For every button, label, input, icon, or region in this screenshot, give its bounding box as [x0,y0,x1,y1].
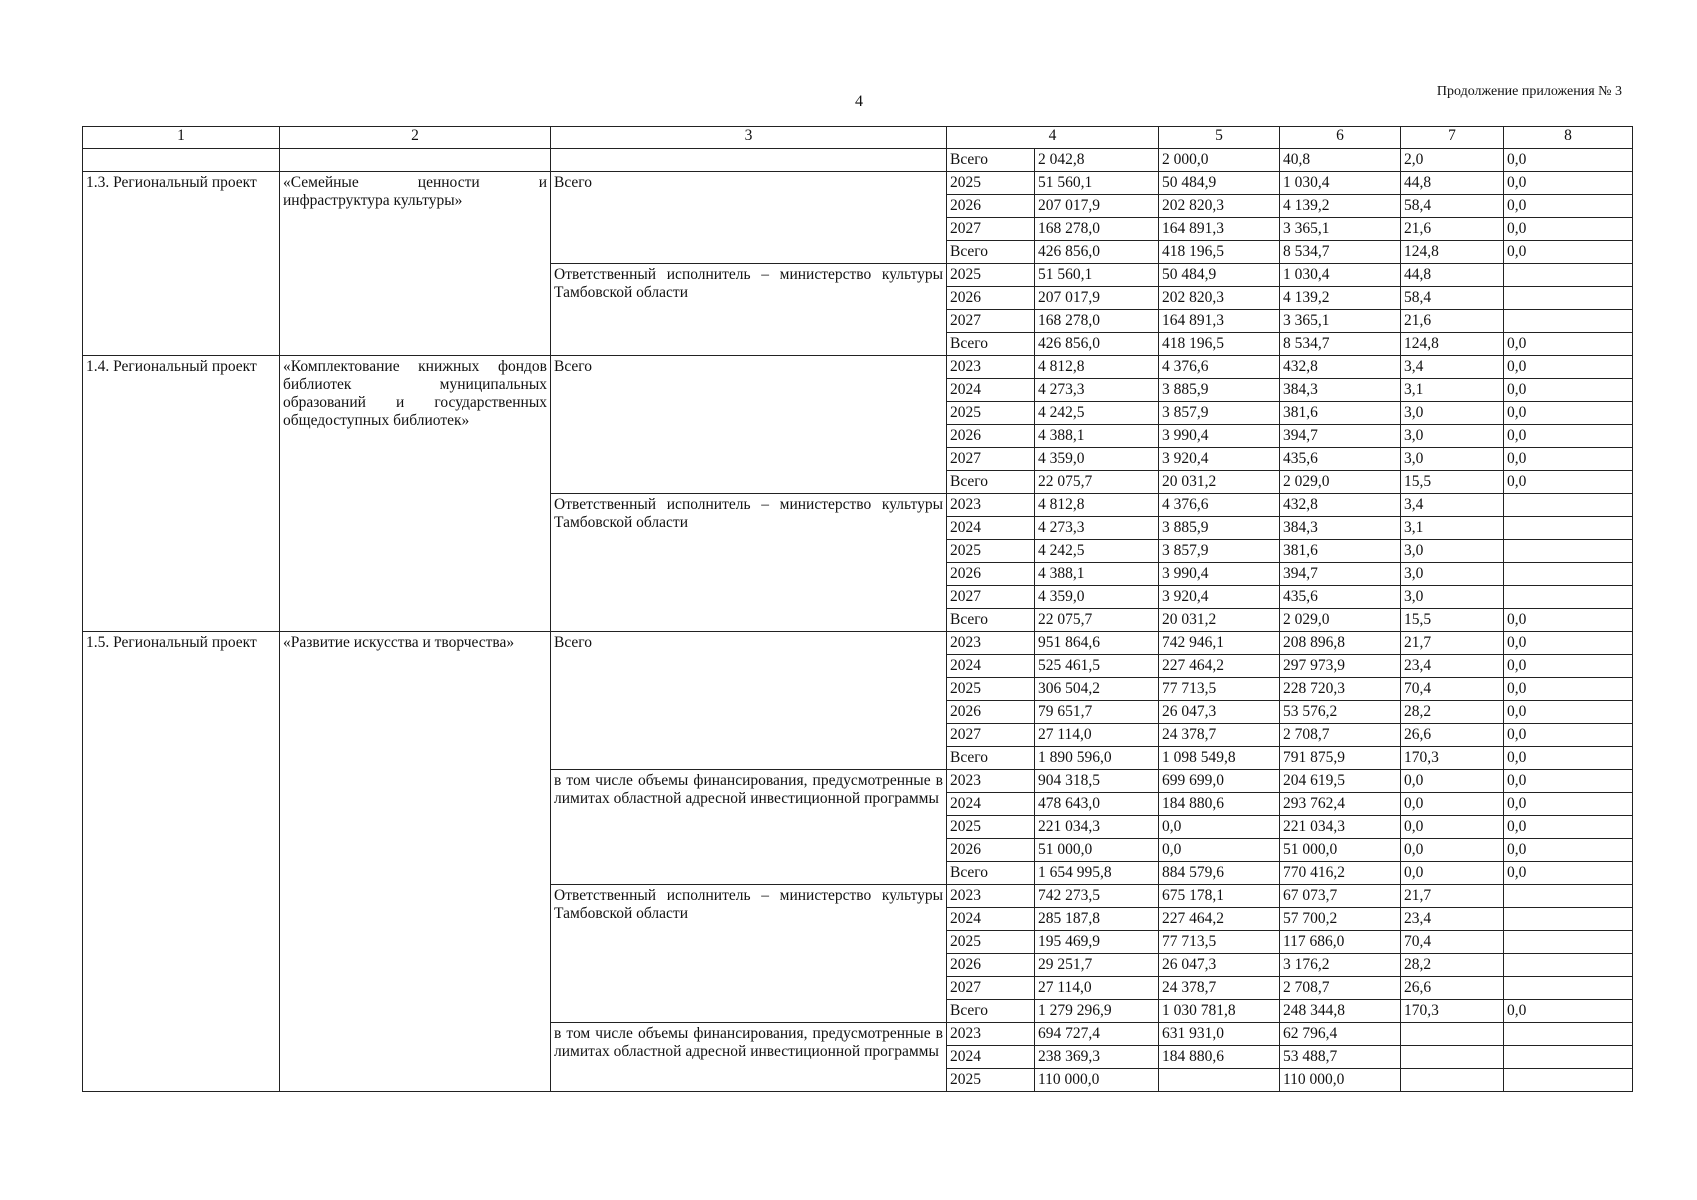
value-cell-c8: 0,0 [1504,402,1633,425]
value-cell-c4: 306 504,2 [1035,678,1159,701]
value-cell-c7: 15,5 [1401,609,1504,632]
value-cell-c5: 227 464,2 [1159,908,1280,931]
value-cell-c7: 124,8 [1401,333,1504,356]
value-cell-c7: 28,2 [1401,701,1504,724]
group-label-cell: в том числе объемы финансирования, предусмотренные в лимитах областной адресной инвестиционной программы [551,770,947,885]
value-cell-c5: 1 098 549,8 [1159,747,1280,770]
value-cell-c4: 4 359,0 [1035,448,1159,471]
value-cell-c5: 3 990,4 [1159,425,1280,448]
value-cell-c6: 3 365,1 [1280,310,1401,333]
value-cell-c4: 951 864,6 [1035,632,1159,655]
value-cell-c8 [1504,931,1633,954]
value-cell-c6: 53 576,2 [1280,701,1401,724]
value-cell-c8 [1504,586,1633,609]
group-label-cell: в том числе объемы финансирования, предусмотренные в лимитах областной адресной инвестиционной программы [551,1023,947,1092]
value-cell-c8 [1504,1046,1633,1069]
column-header: 8 [1504,127,1633,149]
column-header: 7 [1401,127,1504,149]
value-cell-c5: 742 946,1 [1159,632,1280,655]
value-cell-c7: 70,4 [1401,931,1504,954]
value-cell-c8: 0,0 [1504,1000,1633,1023]
value-cell-c5: 202 820,3 [1159,195,1280,218]
year-cell: 2026 [947,701,1035,724]
value-cell-c7: 44,8 [1401,264,1504,287]
value-cell-c4: 426 856,0 [1035,241,1159,264]
value-cell-c8 [1504,977,1633,1000]
value-cell-c6: 394,7 [1280,563,1401,586]
value-cell-c4: 79 651,7 [1035,701,1159,724]
value-cell-c5: 202 820,3 [1159,287,1280,310]
value-cell-c8: 0,0 [1504,149,1633,172]
value-cell-c8: 0,0 [1504,195,1633,218]
value-cell-c6: 67 073,7 [1280,885,1401,908]
value-cell-c5: 884 579,6 [1159,862,1280,885]
value-cell-c7: 3,0 [1401,563,1504,586]
value-cell-c7: 70,4 [1401,678,1504,701]
value-cell-c5: 20 031,2 [1159,471,1280,494]
year-cell: 2025 [947,678,1035,701]
year-cell: 2026 [947,563,1035,586]
value-cell-c7: 3,1 [1401,517,1504,540]
value-cell-c7: 26,6 [1401,724,1504,747]
year-cell: 2023 [947,632,1035,655]
year-cell: Всего [947,149,1035,172]
value-cell-c4: 195 469,9 [1035,931,1159,954]
value-cell-c5: 50 484,9 [1159,264,1280,287]
value-cell-c5: 0,0 [1159,816,1280,839]
value-cell-c6: 8 534,7 [1280,241,1401,264]
value-cell-c6: 208 896,8 [1280,632,1401,655]
value-cell-c8 [1504,954,1633,977]
value-cell-c6: 394,7 [1280,425,1401,448]
value-cell-c6: 117 686,0 [1280,931,1401,954]
section-code-cell: 1.5. Региональный проект [83,632,280,1092]
value-cell-c5: 418 196,5 [1159,333,1280,356]
value-cell-c4: 478 643,0 [1035,793,1159,816]
year-cell: Всего [947,241,1035,264]
value-cell-c4: 168 278,0 [1035,218,1159,241]
year-cell: 2025 [947,931,1035,954]
value-cell-c4: 22 075,7 [1035,471,1159,494]
value-cell-c7: 0,0 [1401,816,1504,839]
value-cell-c7 [1401,1046,1504,1069]
value-cell-c5: 20 031,2 [1159,609,1280,632]
value-cell-c5: 26 047,3 [1159,954,1280,977]
value-cell-c8 [1504,1069,1633,1092]
value-cell-c4: 4 273,3 [1035,517,1159,540]
value-cell-c7: 3,0 [1401,425,1504,448]
value-cell-c4: 29 251,7 [1035,954,1159,977]
value-cell-c6: 435,6 [1280,448,1401,471]
value-cell-c8: 0,0 [1504,218,1633,241]
empty-cell [83,149,280,172]
section-code-cell: 1.4. Региональный проект [83,356,280,632]
value-cell-c6: 435,6 [1280,586,1401,609]
year-cell: 2026 [947,287,1035,310]
value-cell-c6: 4 139,2 [1280,287,1401,310]
value-cell-c8: 0,0 [1504,172,1633,195]
column-header: 1 [83,127,280,149]
value-cell-c5: 50 484,9 [1159,172,1280,195]
group-label-cell: Ответственный исполнитель – министерство культуры Тамбовской области [551,264,947,356]
value-cell-c6: 297 973,9 [1280,655,1401,678]
value-cell-c8 [1504,563,1633,586]
value-cell-c4: 285 187,8 [1035,908,1159,931]
value-cell-c7: 3,0 [1401,540,1504,563]
value-cell-c4: 27 114,0 [1035,977,1159,1000]
value-cell-c5: 3 885,9 [1159,379,1280,402]
value-cell-c6: 2 029,0 [1280,609,1401,632]
value-cell-c6: 57 700,2 [1280,908,1401,931]
year-cell: 2026 [947,425,1035,448]
value-cell-c7: 3,1 [1401,379,1504,402]
year-cell: Всего [947,1000,1035,1023]
value-cell-c7: 170,3 [1401,747,1504,770]
year-cell: 2024 [947,379,1035,402]
year-cell: 2027 [947,586,1035,609]
value-cell-c6: 53 488,7 [1280,1046,1401,1069]
value-cell-c4: 742 273,5 [1035,885,1159,908]
value-cell-c6: 384,3 [1280,379,1401,402]
value-cell-c8 [1504,287,1633,310]
value-cell-c7: 0,0 [1401,793,1504,816]
value-cell-c7: 44,8 [1401,172,1504,195]
value-cell-c7: 21,6 [1401,310,1504,333]
value-cell-c5: 4 376,6 [1159,494,1280,517]
value-cell-c5: 184 880,6 [1159,793,1280,816]
value-cell-c5: 699 699,0 [1159,770,1280,793]
value-cell-c4: 51 560,1 [1035,264,1159,287]
value-cell-c6: 432,8 [1280,356,1401,379]
value-cell-c8: 0,0 [1504,379,1633,402]
value-cell-c7: 0,0 [1401,839,1504,862]
value-cell-c6: 1 030,4 [1280,172,1401,195]
year-cell: 2024 [947,793,1035,816]
value-cell-c7: 170,3 [1401,1000,1504,1023]
year-cell: 2024 [947,517,1035,540]
value-cell-c8: 0,0 [1504,839,1633,862]
value-cell-c4: 238 369,3 [1035,1046,1159,1069]
year-cell: Всего [947,747,1035,770]
carryover-row [83,149,1633,172]
year-cell: 2023 [947,1023,1035,1046]
appendix-continuation-note: Продолжение приложения № 3 [1436,84,1622,99]
value-cell-c4: 4 388,1 [1035,425,1159,448]
year-cell: 2023 [947,494,1035,517]
value-cell-c5: 631 931,0 [1159,1023,1280,1046]
group-label-cell: Всего [551,172,947,264]
value-cell-c5: 418 196,5 [1159,241,1280,264]
value-cell-c7: 21,6 [1401,218,1504,241]
value-cell-c7: 3,4 [1401,494,1504,517]
value-cell-c5: 675 178,1 [1159,885,1280,908]
financing-table [82,126,1633,1092]
value-cell-c7 [1401,1069,1504,1092]
value-cell-c4: 4 388,1 [1035,563,1159,586]
value-cell-c7: 58,4 [1401,195,1504,218]
value-cell-c8: 0,0 [1504,609,1633,632]
table-row [83,172,1633,195]
year-cell: Всего [947,333,1035,356]
value-cell-c5: 4 376,6 [1159,356,1280,379]
value-cell-c4: 110 000,0 [1035,1069,1159,1092]
value-cell-c4: 4 359,0 [1035,586,1159,609]
value-cell-c6: 4 139,2 [1280,195,1401,218]
empty-cell [551,149,947,172]
group-label-cell: Ответственный исполнитель – министерство культуры Тамбовской области [551,885,947,1023]
value-cell-c7: 21,7 [1401,885,1504,908]
value-cell-c6: 204 619,5 [1280,770,1401,793]
value-cell-c4: 1 890 596,0 [1035,747,1159,770]
value-cell-c5: 164 891,3 [1159,218,1280,241]
group-label-cell: Ответственный исполнитель – министерство культуры Тамбовской области [551,494,947,632]
value-cell-c7: 3,4 [1401,356,1504,379]
value-cell-c5: 0,0 [1159,839,1280,862]
year-cell: 2023 [947,885,1035,908]
value-cell-c8: 0,0 [1504,816,1633,839]
value-cell-c7: 2,0 [1401,149,1504,172]
value-cell-c5: 1 030 781,8 [1159,1000,1280,1023]
table-body [83,149,1633,1092]
year-cell: 2027 [947,724,1035,747]
section-code-cell: 1.3. Региональный проект [83,172,280,356]
value-cell-c7 [1401,1023,1504,1046]
value-cell-c5: 3 920,4 [1159,448,1280,471]
value-cell-c6: 770 416,2 [1280,862,1401,885]
column-header: 6 [1280,127,1401,149]
column-header: 3 [551,127,947,149]
column-header: 4 [947,127,1159,149]
value-cell-c5: 3 857,9 [1159,402,1280,425]
table-row [83,632,1633,655]
group-label-cell: Всего [551,356,947,494]
section-name-cell: «Комплектование книжных фондов библиотек муниципальных образований и государственных общедоступных библиотек» [280,356,551,632]
value-cell-c6: 381,6 [1280,402,1401,425]
value-cell-c6: 2 708,7 [1280,724,1401,747]
value-cell-c8: 0,0 [1504,724,1633,747]
value-cell-c5: 24 378,7 [1159,724,1280,747]
year-cell: Всего [947,471,1035,494]
value-cell-c6: 248 344,8 [1280,1000,1401,1023]
value-cell-c4: 51 560,1 [1035,172,1159,195]
value-cell-c6: 62 796,4 [1280,1023,1401,1046]
table-row [83,356,1633,379]
value-cell-c4: 1 279 296,9 [1035,1000,1159,1023]
year-cell: 2023 [947,770,1035,793]
value-cell-c4: 904 318,5 [1035,770,1159,793]
column-header: 2 [280,127,551,149]
value-cell-c6: 1 030,4 [1280,264,1401,287]
year-cell: Всего [947,862,1035,885]
value-cell-c4: 4 273,3 [1035,379,1159,402]
value-cell-c7: 3,0 [1401,448,1504,471]
value-cell-c5: 3 990,4 [1159,563,1280,586]
value-cell-c4: 1 654 995,8 [1035,862,1159,885]
value-cell-c5: 227 464,2 [1159,655,1280,678]
value-cell-c4: 207 017,9 [1035,287,1159,310]
value-cell-c6: 2 029,0 [1280,471,1401,494]
value-cell-c4: 426 856,0 [1035,333,1159,356]
value-cell-c8: 0,0 [1504,356,1633,379]
year-cell: 2026 [947,195,1035,218]
value-cell-c8: 0,0 [1504,747,1633,770]
year-cell: 2023 [947,356,1035,379]
value-cell-c8: 0,0 [1504,678,1633,701]
value-cell-c8 [1504,517,1633,540]
value-cell-c4: 525 461,5 [1035,655,1159,678]
value-cell-c8: 0,0 [1504,655,1633,678]
year-cell: 2024 [947,655,1035,678]
value-cell-c4: 51 000,0 [1035,839,1159,862]
value-cell-c8: 0,0 [1504,862,1633,885]
value-cell-c7: 23,4 [1401,655,1504,678]
value-cell-c6: 381,6 [1280,540,1401,563]
value-cell-c7: 28,2 [1401,954,1504,977]
value-cell-c5: 2 000,0 [1159,149,1280,172]
year-cell: 2027 [947,310,1035,333]
value-cell-c8 [1504,310,1633,333]
value-cell-c8: 0,0 [1504,701,1633,724]
year-cell: 2027 [947,218,1035,241]
value-cell-c8: 0,0 [1504,793,1633,816]
year-cell: Всего [947,609,1035,632]
column-header: 5 [1159,127,1280,149]
value-cell-c7: 0,0 [1401,770,1504,793]
value-cell-c4: 694 727,4 [1035,1023,1159,1046]
value-cell-c4: 207 017,9 [1035,195,1159,218]
value-cell-c5: 24 378,7 [1159,977,1280,1000]
value-cell-c8: 0,0 [1504,448,1633,471]
empty-cell [280,149,551,172]
value-cell-c4: 4 812,8 [1035,494,1159,517]
value-cell-c4: 22 075,7 [1035,609,1159,632]
value-cell-c7: 0,0 [1401,862,1504,885]
value-cell-c5: 3 857,9 [1159,540,1280,563]
year-cell: 2025 [947,816,1035,839]
value-cell-c8: 0,0 [1504,333,1633,356]
value-cell-c7: 23,4 [1401,908,1504,931]
value-cell-c6: 110 000,0 [1280,1069,1401,1092]
value-cell-c5: 77 713,5 [1159,931,1280,954]
value-cell-c6: 432,8 [1280,494,1401,517]
year-cell: 2025 [947,264,1035,287]
year-cell: 2025 [947,172,1035,195]
year-cell: 2024 [947,908,1035,931]
value-cell-c7: 15,5 [1401,471,1504,494]
value-cell-c7: 26,6 [1401,977,1504,1000]
year-cell: 2025 [947,402,1035,425]
value-cell-c5 [1159,1069,1280,1092]
value-cell-c7: 3,0 [1401,402,1504,425]
value-cell-c8 [1504,494,1633,517]
year-cell: 2027 [947,977,1035,1000]
value-cell-c8 [1504,540,1633,563]
value-cell-c5: 164 891,3 [1159,310,1280,333]
value-cell-c8 [1504,264,1633,287]
value-cell-c4: 4 812,8 [1035,356,1159,379]
value-cell-c5: 3 885,9 [1159,517,1280,540]
value-cell-c4: 4 242,5 [1035,402,1159,425]
year-cell: 2024 [947,1046,1035,1069]
section-name-cell: «Семейные ценности и инфраструктура культуры» [280,172,551,356]
value-cell-c6: 221 034,3 [1280,816,1401,839]
value-cell-c5: 184 880,6 [1159,1046,1280,1069]
value-cell-c8: 0,0 [1504,241,1633,264]
value-cell-c5: 26 047,3 [1159,701,1280,724]
year-cell: 2026 [947,839,1035,862]
value-cell-c6: 8 534,7 [1280,333,1401,356]
value-cell-c8 [1504,885,1633,908]
value-cell-c7: 124,8 [1401,241,1504,264]
value-cell-c8: 0,0 [1504,632,1633,655]
value-cell-c7: 58,4 [1401,287,1504,310]
value-cell-c4: 27 114,0 [1035,724,1159,747]
page-number: 4 [855,93,863,110]
value-cell-c8: 0,0 [1504,425,1633,448]
group-label-cell: Всего [551,632,947,770]
value-cell-c4: 4 242,5 [1035,540,1159,563]
value-cell-c6: 293 762,4 [1280,793,1401,816]
year-cell: 2026 [947,954,1035,977]
value-cell-c7: 3,0 [1401,586,1504,609]
year-cell: 2027 [947,448,1035,471]
value-cell-c8 [1504,1023,1633,1046]
value-cell-c4: 168 278,0 [1035,310,1159,333]
value-cell-c5: 77 713,5 [1159,678,1280,701]
value-cell-c4: 2 042,8 [1035,149,1159,172]
value-cell-c6: 791 875,9 [1280,747,1401,770]
value-cell-c6: 384,3 [1280,517,1401,540]
value-cell-c6: 3 365,1 [1280,218,1401,241]
value-cell-c6: 40,8 [1280,149,1401,172]
year-cell: 2025 [947,1069,1035,1092]
value-cell-c6: 3 176,2 [1280,954,1401,977]
value-cell-c8 [1504,908,1633,931]
value-cell-c5: 3 920,4 [1159,586,1280,609]
column-number-row [83,127,1633,149]
value-cell-c7: 21,7 [1401,632,1504,655]
value-cell-c8: 0,0 [1504,471,1633,494]
value-cell-c6: 228 720,3 [1280,678,1401,701]
value-cell-c8: 0,0 [1504,770,1633,793]
section-name-cell: «Развитие искусства и творчества» [280,632,551,1092]
value-cell-c4: 221 034,3 [1035,816,1159,839]
value-cell-c6: 51 000,0 [1280,839,1401,862]
value-cell-c6: 2 708,7 [1280,977,1401,1000]
year-cell: 2025 [947,540,1035,563]
